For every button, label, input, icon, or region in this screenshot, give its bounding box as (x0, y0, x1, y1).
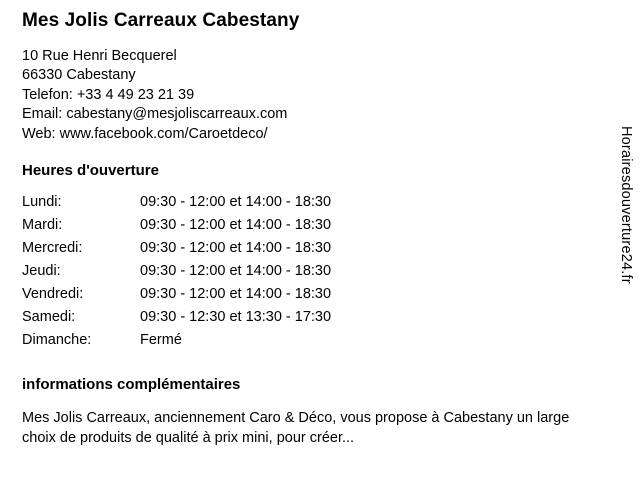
day-hours: 09:30 - 12:00 et 14:00 - 18:30 (140, 240, 332, 257)
day-label: Mardi: (22, 217, 63, 234)
page-title: Mes Jolis Carreaux Cabestany (22, 10, 300, 31)
day-label: Samedi: (22, 309, 76, 326)
day-hours: Fermé (140, 332, 182, 349)
day-hours: 09:30 - 12:00 et 14:00 - 18:30 (140, 217, 332, 234)
additional-info-heading: informations complémentaires (22, 376, 241, 394)
contact-block (22, 47, 602, 145)
day-label: Jeudi: (22, 263, 61, 280)
email-line: Email: cabestany@mesjoliscarreaux.com (22, 106, 288, 123)
day-label: Vendredi: (22, 286, 84, 303)
day-hours: 09:30 - 12:30 et 13:30 - 17:30 (140, 309, 332, 326)
day-label: Lundi: (22, 194, 62, 211)
table-row (22, 239, 331, 262)
opening-hours-table (22, 193, 331, 354)
business-info-card (22, 10, 602, 462)
phone-line: Telefon: +33 4 49 23 21 39 (22, 86, 195, 103)
day-label: Dimanche: (22, 332, 92, 349)
street-address: 10 Rue Henri Becquerel (22, 47, 177, 64)
additional-info-text: Mes Jolis Carreaux, anciennement Caro & Déco, vous propose à Cabestany un large choix de produits de qualité à prix mini, pour créer... (22, 409, 570, 446)
watermark-label: Horairesdouverture24.fr (618, 126, 634, 284)
table-row (22, 331, 331, 354)
opening-hours-heading: Heures d'ouverture (22, 162, 159, 180)
table-row (22, 308, 331, 331)
day-hours: 09:30 - 12:00 et 14:00 - 18:30 (140, 286, 332, 303)
city-address: 66330 Cabestany (22, 67, 136, 84)
table-row (22, 216, 331, 239)
table-row (22, 262, 331, 285)
day-hours: 09:30 - 12:00 et 14:00 - 18:30 (140, 194, 332, 211)
website-line: Web: www.facebook.com/Caroetdeco/ (22, 125, 268, 142)
day-hours: 09:30 - 12:00 et 14:00 - 18:30 (140, 263, 332, 280)
table-row (22, 193, 331, 216)
table-row (22, 285, 331, 308)
day-label: Mercredi: (22, 240, 83, 257)
